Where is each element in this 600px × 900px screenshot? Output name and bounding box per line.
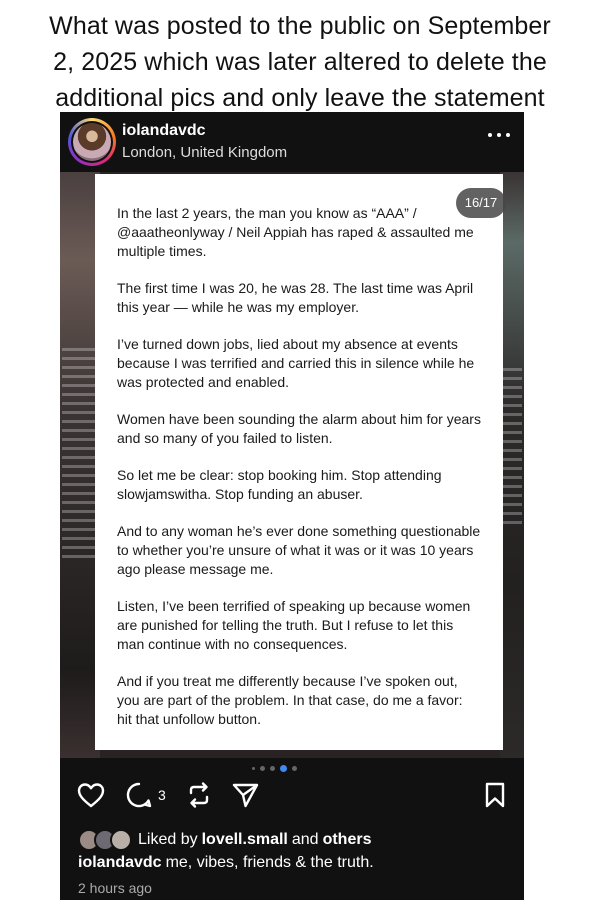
liked-by-and: and (291, 831, 319, 848)
carousel-dot (270, 766, 275, 771)
post-header (60, 112, 524, 172)
repost-icon[interactable] (184, 780, 214, 810)
statement-paragraph: I’ve turned down jobs, lied about my absence at events because I was terrified and carried this in silence while he was protected and enabled. (117, 336, 475, 390)
liked-by-prefix: Liked by (138, 831, 198, 848)
background-text-right (502, 362, 522, 530)
statement-paragraph: And to any woman he’s ever done something questionable to whether you’re unsure of what it was or it was 10 years ago please message me. (117, 523, 481, 577)
post-username[interactable]: iolandavdc (122, 122, 206, 139)
headline-caption (0, 8, 600, 116)
carousel-dot (292, 766, 297, 771)
action-bar (60, 780, 524, 820)
statement-paragraph: So let me be clear: stop booking him. Stop attending slowjamswitha. Stop funding an abuser. (117, 467, 442, 502)
slide-counter-badge: 16/17 (456, 188, 506, 218)
post-caption (78, 854, 374, 872)
caption-text: me, vibes, friends & the truth. (165, 854, 374, 871)
comment-icon[interactable] (124, 780, 154, 810)
liked-by-avatars[interactable] (78, 829, 134, 851)
heart-icon[interactable] (76, 780, 106, 810)
carousel-dots (252, 764, 322, 772)
statement-card (95, 174, 503, 750)
headline-line-3: additional pics and only leave the statement (55, 84, 545, 112)
liked-by-others[interactable]: others (322, 831, 372, 848)
statement-paragraph: In the last 2 years, the man you know as “AAA” / @aaatheonlyway / Neil Appiah has raped & assaulted me multiple times. (117, 205, 474, 259)
bookmark-icon[interactable] (480, 780, 510, 810)
carousel-dot-active (280, 765, 287, 772)
headline-line-1: What was posted to the public on September (49, 12, 551, 40)
profile-avatar[interactable] (68, 118, 116, 166)
caption-username[interactable]: iolandavdc (78, 854, 162, 871)
comment-count: 3 (158, 787, 166, 803)
statement-paragraph: The first time I was 20, he was 28. The last time was April this year — while he was my employer. (117, 280, 474, 315)
ellipsis-icon[interactable] (488, 130, 510, 140)
avatar-image (73, 123, 111, 161)
statement-paragraph: And if you treat me differently because I’ve spoken out, you are part of the problem. In that case, do me a favor: hit that unfollow button. (117, 673, 463, 727)
headline-line-2: 2, 2025 which was later altered to delete the (53, 48, 547, 76)
background-text-left (62, 342, 96, 564)
carousel-dot (252, 767, 255, 770)
post-timestamp: 2 hours ago (78, 880, 152, 896)
instagram-post (60, 112, 524, 900)
liked-by-row (78, 828, 375, 852)
carousel-dot (260, 766, 265, 771)
statement-paragraph: Listen, I’ve been terrified of speaking up because women are punished for telling the truth. But I refuse to let this man continue with no consequences. (117, 598, 471, 652)
share-icon[interactable] (230, 780, 260, 810)
avatar (110, 829, 132, 851)
post-location[interactable]: London, United Kingdom (122, 144, 288, 161)
post-media[interactable] (60, 172, 524, 758)
liked-by-user[interactable]: lovell.small (201, 831, 288, 848)
statement-paragraph: Women have been sounding the alarm about him for years and so many of you failed to listen. (117, 411, 481, 446)
